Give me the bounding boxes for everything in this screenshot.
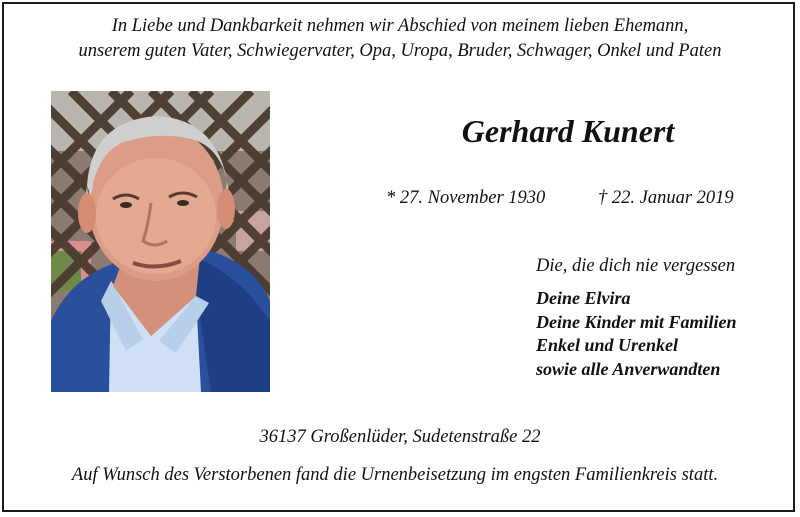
portrait-photo [51,91,270,392]
mourner-line: Enkel und Urenkel [536,335,679,355]
address: 36137 Großenlüder, Sudetenstraße 22 [259,427,541,447]
intro-line-1: In Liebe und Dankbarkeit nehmen wir Abschied von meinem lieben Ehemann, [111,16,689,36]
intro-text [0,14,800,64]
intro-line-2: unserem guten Vater, Schwiegervater, Opa, Uropa, Bruder, Schwager, Onkel und Paten [78,41,722,61]
mourner-line: sowie alle Anverwandten [536,358,721,379]
deceased-name: Gerhard Kunert [461,113,675,149]
mourner-line: Deine Elvira [536,288,631,308]
mourners-list [536,287,737,381]
closing-note: Auf Wunsch des Verstorbenen fand die Urnenbeisetzung im engsten Familienkreis statt. [71,465,719,485]
death-date: † 22. Januar 2019 [598,188,734,208]
mourner-line: Deine Kinder mit Familien [536,311,737,332]
birth-date: * 27. November 1930 [386,188,546,208]
mourners-intro: Die, die dich nie vergessen [536,256,736,276]
